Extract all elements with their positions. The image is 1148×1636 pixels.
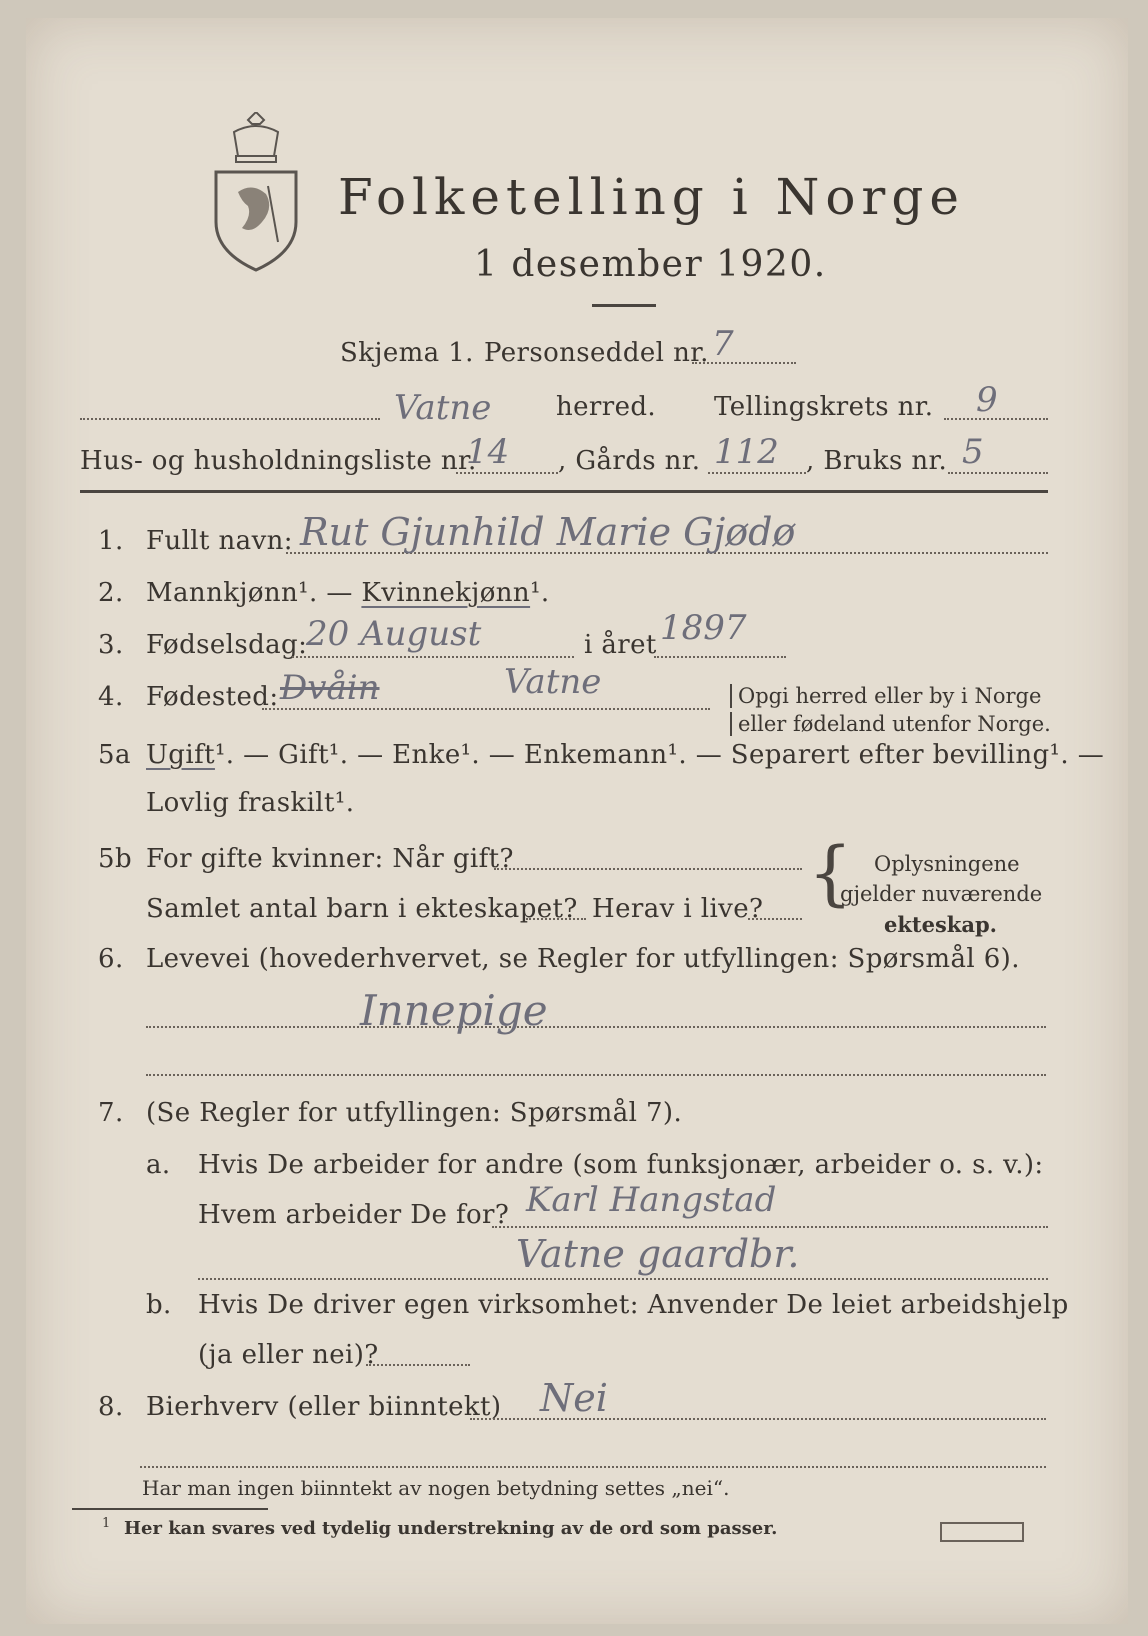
printer-stamp xyxy=(940,1522,1024,1542)
skjema-label: Skjema 1. xyxy=(340,338,474,368)
q7b-line1: Hvis De driver egen virksomhet: Anvender De leiet arbeidshjelp xyxy=(198,1290,1069,1320)
q1-label: Fullt navn: xyxy=(146,526,293,556)
personseddel-line xyxy=(692,362,796,364)
husliste-value: 14 xyxy=(466,432,510,472)
q8-number: 8. xyxy=(98,1392,124,1422)
q5a-ugift: Ugift xyxy=(146,740,215,770)
q5b-line2a: Samlet antal barn i ekteskapet? xyxy=(146,894,578,924)
q6-number: 6. xyxy=(98,944,124,974)
q5a-line2: Lovlig fraskilt¹. xyxy=(146,788,355,818)
q8-label: Bierhverv (eller biinntekt) xyxy=(146,1392,502,1422)
q4-note-2: eller fødeland utenfor Norge. xyxy=(730,712,1051,736)
q5b-line1-dots xyxy=(494,868,802,870)
q5a-options xyxy=(146,740,1104,770)
q7a-value-2: Vatne gaardbr. xyxy=(516,1232,800,1276)
q7b-line2: (ja eller nei)? xyxy=(198,1340,379,1370)
q7a-value-1: Karl Hangstad xyxy=(526,1180,777,1220)
q3-label: Fødselsdag: xyxy=(146,630,308,660)
q1-value: Rut Gjunhild Marie Gjødø xyxy=(300,510,796,554)
q6-label: Levevei (hovederhvervet, se Regler for utfyllingen: Spørsmål 6). xyxy=(146,944,1020,974)
q5b-line2b: Herav i live? xyxy=(592,894,764,924)
q7a-line2: Hvem arbeider De for? xyxy=(198,1200,510,1230)
q6-line-2 xyxy=(146,1074,1046,1076)
q2-number: 2. xyxy=(98,578,124,608)
q3-line xyxy=(292,656,574,658)
q2-options xyxy=(146,578,550,608)
personseddel-value: 7 xyxy=(712,324,734,364)
husliste-line xyxy=(456,472,558,474)
footnote-mark: 1 xyxy=(102,1516,111,1531)
bruks-line xyxy=(948,472,1048,474)
q7a-line-2 xyxy=(198,1278,1048,1280)
form-date: 1 desember 1920. xyxy=(474,244,827,285)
gards-line xyxy=(708,472,806,474)
q4-label: Fødested: xyxy=(146,682,279,712)
q7a-line1: Hvis De arbeider for andre (som funksjonær, arbeider o. s. v.): xyxy=(198,1150,1044,1180)
q7b-letter: b. xyxy=(146,1290,172,1320)
header-rule xyxy=(80,490,1048,493)
herred-line xyxy=(80,418,380,420)
q2-kvinne: Kvinnekjønn xyxy=(361,578,531,608)
q8-value: Nei xyxy=(540,1376,608,1420)
q3-year-value: 1897 xyxy=(660,608,747,648)
form-title: Folketelling i Norge xyxy=(338,168,965,226)
q5a-rest: ¹. — Gift¹. — Enke¹. — Enkemann¹. — Separert efter bevilling¹. — xyxy=(214,740,1105,770)
q6-line-1 xyxy=(146,1026,1046,1028)
bottom-note: Har man ingen biinntekt av nogen betydning settes „nei“. xyxy=(142,1476,730,1500)
gards-label: , Gårds nr. xyxy=(558,446,701,476)
q5b-note-3: ekteskap. xyxy=(884,912,997,937)
q4-line xyxy=(262,708,710,710)
herred-value: Vatne xyxy=(394,388,492,428)
q4-struck-value: Dvåin xyxy=(280,668,380,708)
q5b-brace: { xyxy=(808,832,853,914)
q7a-letter: a. xyxy=(146,1150,171,1180)
tellingskrets-value: 9 xyxy=(976,380,998,420)
q5b-barn-dots xyxy=(526,918,586,920)
q5b-line1: For gifte kvinner: Når gift? xyxy=(146,844,514,874)
q7-number: 7. xyxy=(98,1098,124,1128)
q1-number: 1. xyxy=(98,526,124,556)
husliste-label: Hus- og husholdningsliste nr. xyxy=(80,446,477,476)
q5b-note-1: Oplysningene xyxy=(874,852,1020,876)
q2-mann: Mannkjønn¹. — xyxy=(146,578,353,608)
q5b-note-2: gjelder nuværende xyxy=(840,882,1043,906)
coat-of-arms-icon xyxy=(208,112,304,274)
q7-label: (Se Regler for utfyllingen: Spørsmål 7). xyxy=(146,1098,683,1128)
q7a-line-1 xyxy=(492,1226,1048,1228)
tellingskrets-label: Tellingskrets nr. xyxy=(714,392,934,422)
q5b-number: 5b xyxy=(98,844,132,874)
q6-value: Innepige xyxy=(360,986,548,1035)
personseddel-label: Personseddel nr. xyxy=(484,338,709,368)
q7b-line xyxy=(366,1364,470,1366)
footnote-rule xyxy=(72,1508,268,1510)
q3-year-line xyxy=(654,656,786,658)
q3-year-label: i året xyxy=(584,630,657,660)
gards-value: 112 xyxy=(714,432,779,472)
q5a-number: 5a xyxy=(98,740,131,770)
herred-label: herred. xyxy=(556,392,657,422)
q8-line-2 xyxy=(140,1466,1046,1468)
footnote-text: Her kan svares ved tydelig understrekning av de ord som passer. xyxy=(124,1518,778,1539)
q2-kvinne-sup: ¹. xyxy=(530,578,550,608)
q4-value: Vatne xyxy=(504,662,602,702)
bruks-label: , Bruks nr. xyxy=(806,446,948,476)
q4-note-1: Opgi herred eller by i Norge xyxy=(730,684,1041,708)
title-divider xyxy=(592,304,656,307)
q3-number: 3. xyxy=(98,630,124,660)
bruks-value: 5 xyxy=(962,432,984,472)
q5b-live-dots xyxy=(748,918,802,920)
q4-number: 4. xyxy=(98,682,124,712)
q3-value: 20 August xyxy=(306,614,482,654)
